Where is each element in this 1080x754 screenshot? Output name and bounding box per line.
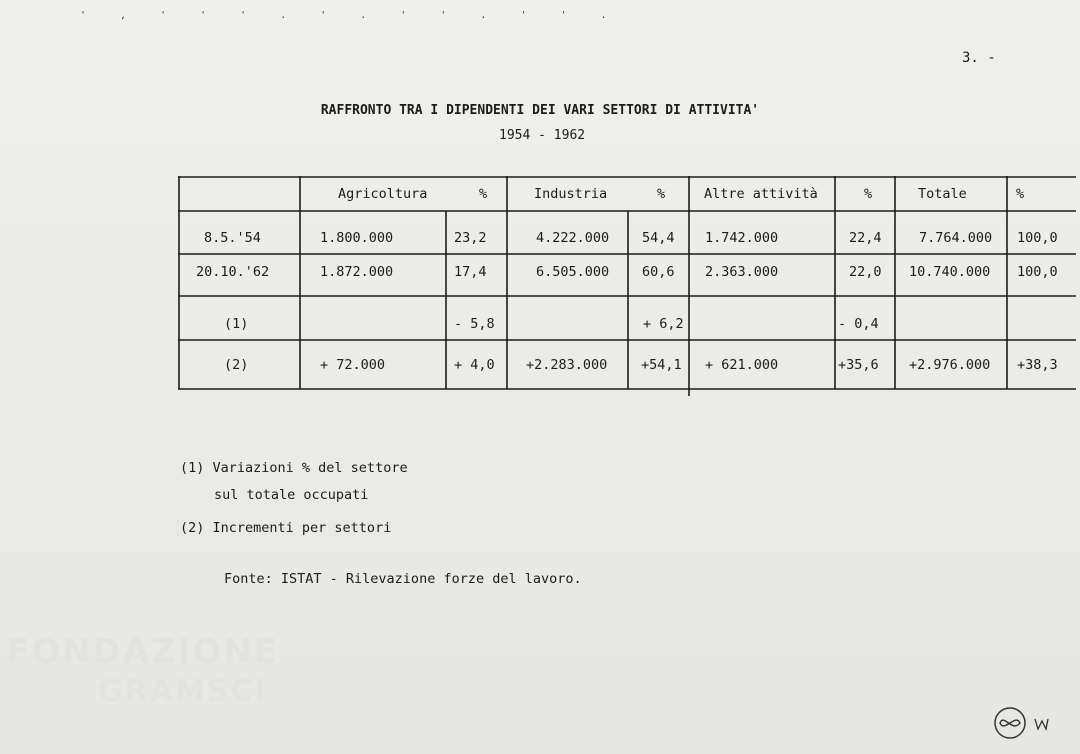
- table-cell: 100,0: [1017, 230, 1058, 246]
- table-row-label: (2): [224, 357, 249, 373]
- table-cell: + 72.000: [320, 357, 386, 373]
- table-cell: 1.872.000: [320, 264, 394, 280]
- note-1-line-2: sul totale occupati: [214, 487, 369, 503]
- table-cell: 100,0: [1017, 264, 1058, 280]
- document-title: RAFFRONTO TRA I DIPENDENTI DEI VARI SETTORI DI ATTIVITA': [320, 103, 760, 118]
- table-cell: 22,0: [849, 264, 882, 280]
- header-totale-pct: %: [1016, 186, 1025, 202]
- table-row-label: 8.5.'54: [204, 230, 261, 246]
- table-cell: 54,4: [642, 230, 675, 246]
- table-cell: + 6,2: [643, 316, 684, 332]
- header-altre-attivita: Altre attività: [704, 186, 818, 202]
- table-row-label: 20.10.'62: [196, 264, 270, 280]
- table-cell: 10.740.000: [909, 264, 991, 280]
- table-cell: - 5,8: [454, 316, 495, 332]
- table-cell: +54,1: [641, 357, 682, 373]
- table-cell: +2.976.000: [909, 357, 991, 373]
- header-agricoltura: Agricoltura: [338, 186, 428, 202]
- table-cell: 4.222.000: [536, 230, 610, 246]
- source-note: Fonte: ISTAT - Rilevazione forze del lavoro.: [224, 571, 582, 587]
- table-cell: + 4,0: [454, 357, 495, 373]
- header-industria-pct: %: [657, 186, 666, 202]
- header-industria: Industria: [534, 186, 608, 202]
- table-cell: 7.764.000: [919, 230, 993, 246]
- watermark-line-1: FONDAZIONE: [6, 632, 280, 672]
- header-altre-pct: %: [864, 186, 873, 202]
- scan-specks: ' , ' ' ' . ' . ' ' . ' ' .: [80, 10, 621, 21]
- table-cell: 1.800.000: [320, 230, 394, 246]
- document-years: 1954 - 1962: [499, 128, 586, 143]
- table-cell: 23,2: [454, 230, 487, 246]
- table-cell: - 0,4: [838, 316, 879, 332]
- table-cell: 6.505.000: [536, 264, 610, 280]
- table-cell: +38,3: [1017, 357, 1058, 373]
- table-cell: 22,4: [849, 230, 882, 246]
- table-cell: 1.742.000: [705, 230, 779, 246]
- table-cell: +2.283.000: [526, 357, 608, 373]
- note-2: (2) Incrementi per settori: [180, 520, 392, 536]
- table-cell: + 621.000: [705, 357, 779, 373]
- page-number: 3. -: [962, 50, 996, 66]
- note-1-line-1: (1) Variazioni % del settore: [180, 460, 408, 476]
- table-cell: 17,4: [454, 264, 487, 280]
- table-cell: 60,6: [642, 264, 675, 280]
- header-totale: Totale: [918, 186, 967, 202]
- watermark-line-2: GRAMSCI: [98, 674, 268, 709]
- table-row-label: (1): [224, 316, 249, 332]
- table-cell: 2.363.000: [705, 264, 779, 280]
- table-cell: +35,6: [838, 357, 879, 373]
- archive-stamp-icon: [990, 705, 1060, 749]
- header-agricoltura-pct: %: [479, 186, 488, 202]
